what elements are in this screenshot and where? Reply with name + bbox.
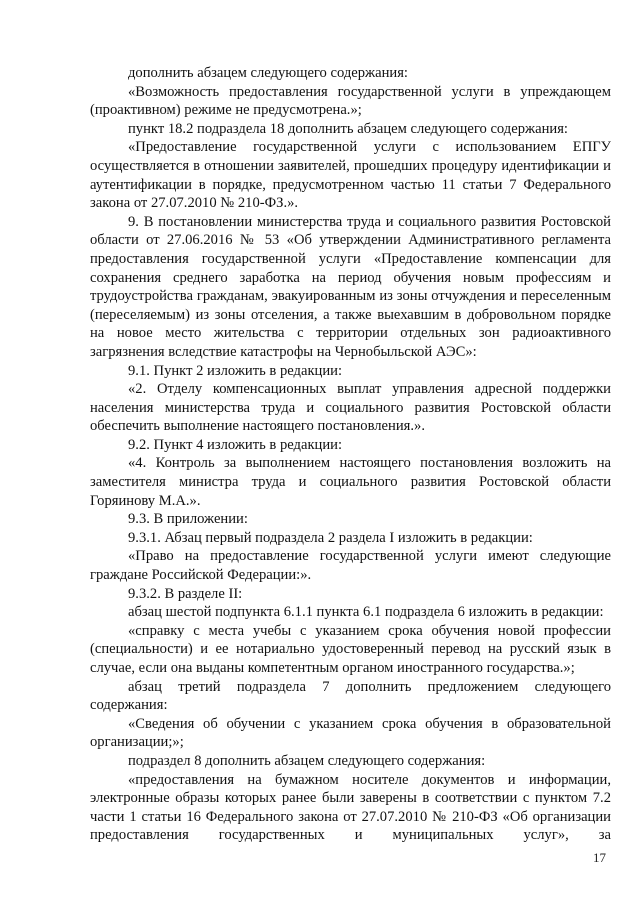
paragraph-13: 9.3.2. В разделе II: [128,585,243,602]
paragraph-17: «Сведения об обучении с указанием срока обучения в образовательной организации;»; [90,715,611,751]
page-number: 17 [593,850,606,865]
paragraph-6: 9.1. Пункт 2 изложить в редакции: [128,362,343,379]
paragraph-10: 9.3. В приложении: [128,511,248,528]
paragraph-7: «2. Отделу компенсационных выплат управления адресной поддержки населения министерства труда и социального развития Ростовской области обеспечить выполнение настоящего постановления.». [90,381,611,435]
paragraph-16: абзац третий подраздела 7 дополнить предложением следующего содержания: [90,678,611,714]
paragraph-3: пункт 18.2 подраздела 18 дополнить абзацем следующего содержания: [128,120,568,137]
paragraph-2: «Возможность предоставления государственной услуги в упреждающем (проактивном) режиме не предусмотрена.»; [90,83,611,119]
paragraph-19: «предоставления на бумажном носителе документов и информации, электронные образы которых ранее были заверены в соответствии с пунктом 7.2 части 1 статьи 16 Федерального закона от 27.07.2010 № 210-ФЗ «Об организации предоставления государственных и муниципальных услуг», за [90,771,611,844]
paragraph-14: абзац шестой подпункта 6.1.1 пункта 6.1 подраздела 6 изложить в редакции: [128,604,604,621]
paragraph-8: 9.2. Пункт 4 изложить в редакции: [128,436,343,453]
paragraph-11: 9.3.1. Абзац первый подраздела 2 раздела I изложить в редакции: [128,529,533,546]
paragraph-15: «справку с места учебы с указанием срока обучения новой профессии (специальности) и ее нотариально удостоверенный перевод на русский язык в случае, если она выданы компетентным органом иностранного государства.»; [90,622,611,676]
paragraph-5: 9. В постановлении министерства труда и социального развития Ростовской области от 27.06.2016 № 53 «Об утверждении Административного регламента предоставления государственной услуги «Предоставление компенсации для сохранения среднего заработка на период обучения новым профессиям и трудоустройства гражданам, эвакуированным из зоны отчуждения и переселенным (переселяемым) из зоны отселения, а также выехавшим в добровольном порядке на новое место жительства с территории отдельных зон радиоактивного загрязнения вследствие катастрофы на Чернобыльской АЭС»: [90,213,611,360]
document-body [90,64,611,845]
paragraph-18: подраздел 8 дополнить абзацем следующего содержания: [128,752,486,769]
paragraph-1: дополнить абзацем следующего содержания: [128,65,408,81]
paragraph-9: «4. Контроль за выполнением настоящего постановления возложить на заместителя министра труда и социального развития Ростовской области Горяинову М.А.». [90,455,611,509]
paragraph-12: «Право на предоставление государственной услуги имеют следующие граждане Российской Федерации:». [90,548,611,584]
paragraph-4: «Предоставление государственной услуги с использованием ЕПГУ осуществляется в отношении заявителей, прошедших процедуру идентификации и аутентификации в порядке, предусмотренном частью 11 статьи 7 Федерального закона от 27.07.2010 № 210-ФЗ.». [90,139,611,212]
